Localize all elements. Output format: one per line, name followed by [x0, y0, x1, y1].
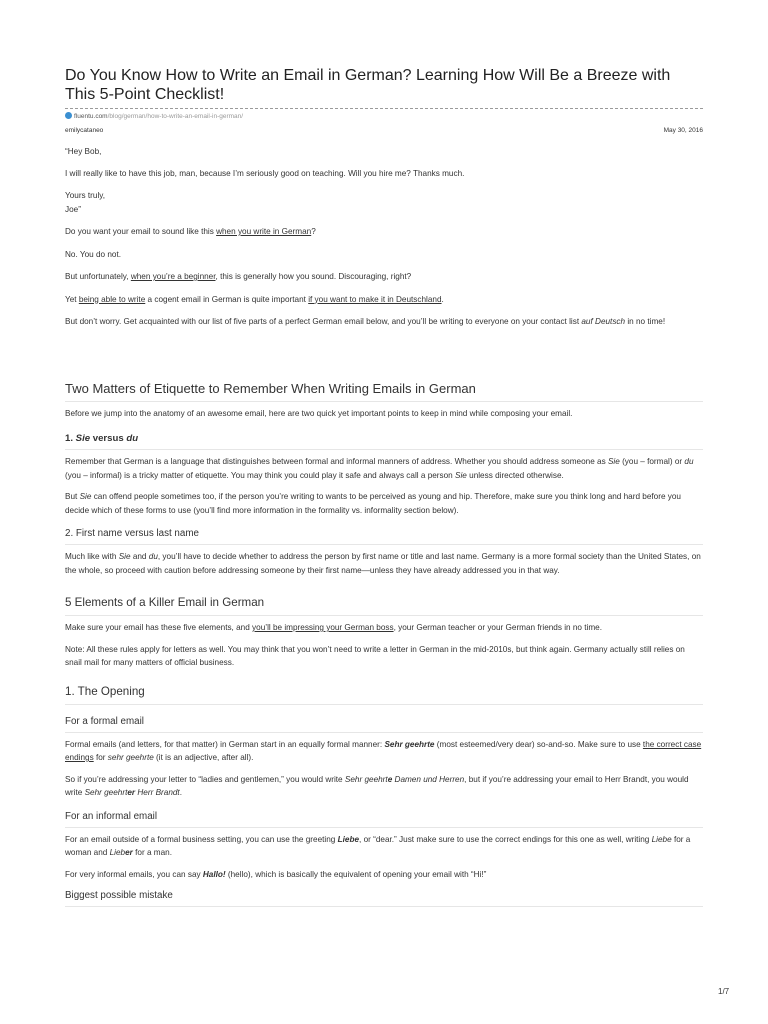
- page-number: 1/7: [718, 987, 730, 996]
- source-path: /blog/german/how-to-write-an-email-in-german/: [107, 113, 244, 120]
- etiquette-intro: Before we jump into the anatomy of an awesome email, here are two quick yet important points to keep in mind while composing your email.: [65, 408, 573, 418]
- section-divider: [65, 704, 703, 705]
- fluentu-logo-icon: [65, 112, 72, 119]
- etiquette-p2: But Sie can offend people sometimes too, if the person you’re writing to wants to be perceived as young and hip. Therefore, make sure you think long and hard before you decide which of these forms to use (you’ll find more information in the formality vs. informality section below).: [65, 492, 681, 515]
- subheading-informal-email: For an informal email: [65, 810, 158, 822]
- subheading-sie-versus-du: 1. Sie versus du: [65, 433, 139, 444]
- intro-no: No. You do not.: [65, 249, 121, 259]
- etiquette-p3: Much like with Sie and du, you’ll have to decide whether to address the person by first name or title and last name. Germany is a more formal society than the United States, on the whole, so proceed with caution before addressing someone by their first name—unless they have already addressed you in that way.: [65, 552, 701, 575]
- subheading-divider: [65, 906, 703, 907]
- link-case-endings[interactable]: the correct case endings: [65, 739, 702, 762]
- letter-greeting: “Hey Bob,: [65, 147, 102, 156]
- section-heading-opening: 1. The Opening: [65, 684, 145, 698]
- section-heading-elements: 5 Elements of a Killer Email in German: [65, 596, 265, 609]
- article-page: [65, 66, 703, 907]
- intro-unfortunately: But unfortunately, when you’re a beginner, this is generally how you sound. Discouraging, right?: [65, 272, 412, 281]
- formal-p1: Formal emails (and letters, for that matter) in German start in an equally formal manner: Sehr geehrte (most esteemed/very dear) so-and-so. Make sure to use the correct case endings for sehr geehrte (it is an adjective, after all).: [65, 739, 702, 762]
- link-able-to-write[interactable]: being able to write: [78, 294, 146, 304]
- section-heading-etiquette: Two Matters of Etiquette to Remember When Writing Emails in German: [65, 380, 476, 396]
- letter-signature: Joe”: [65, 204, 81, 214]
- title-divider: [65, 108, 703, 109]
- letter-closing-line: Yours truly,: [65, 191, 106, 200]
- source-url[interactable]: [65, 112, 703, 121]
- article-title: Do You Know How to Write an Email in German? Learning How Will Be a Breeze with This 5-Point Checklist!: [65, 67, 671, 103]
- formal-p2: So if you’re addressing your letter to “ladies and gentlemen,” you would write Sehr geehrte Damen und Herren, but if you’re addressing your email to Herr Brandt, you would write Sehr geehrter Herr Brandt.: [65, 774, 689, 797]
- link-deutschland[interactable]: if you want to make it in Deutschland: [308, 294, 442, 304]
- subheading-divider: [65, 827, 703, 828]
- section-divider: [65, 401, 703, 402]
- author: emilycataneo: [65, 127, 104, 134]
- subheading-formal-email: For a formal email: [65, 715, 144, 727]
- intro-question: Do you want your email to sound like this when you write in German?: [65, 227, 316, 236]
- subheading-divider: [65, 449, 703, 450]
- elements-intro: Make sure your email has these five elements, and you’ll be impressing your German boss, your German teacher or your German friends in no time.: [65, 623, 602, 632]
- etiquette-p1: Remember that German is a language that distinguishes between formal and informal manners of address. Whether you should address someone as Sie (you – formal) or du (you – informal) is a tricky matter of etiquette. You may think you could play it safe and always call a person Sie unless directed otherwise.: [65, 457, 694, 480]
- article-meta: [65, 126, 703, 135]
- informal-p2: For very informal emails, you can say Hallo! (hello), which is basically the equivalent of opening your email with “Hi!”: [65, 869, 487, 879]
- subheading-divider: [65, 544, 703, 545]
- letter-closing: [65, 189, 703, 216]
- letter-body: I will really like to have this job, man, because I’m seriously good on teaching. Will you hire me? Thanks much.: [65, 168, 465, 178]
- elements-note: Note: All these rules apply for letters as well. You may think that you won’t need to write a letter in German in the mid-2010s, but think again. Germany actually still relies on snail mail for many matters of official business.: [65, 644, 685, 667]
- informal-p1: For an email outside of a formal business setting, you can use the greeting Liebe, or “dear.” Just make sure to use the correct endings for this one as well, writing Liebe for a woman and Lieber for a man.: [65, 834, 691, 857]
- intro-yet: Yet being able to write a cogent email in German is quite important if you want to make it in Deutschland.: [65, 294, 444, 304]
- link-write-in-german[interactable]: when you write in German: [216, 227, 312, 236]
- subheading-biggest-mistake: Biggest possible mistake: [65, 890, 173, 901]
- link-beginner[interactable]: when you’re a beginner: [130, 272, 216, 281]
- link-impressing-boss[interactable]: you’ll be impressing your German boss: [252, 623, 394, 632]
- section-divider: [65, 615, 703, 616]
- subheading-divider: [65, 732, 703, 733]
- source-site: fluentu.com: [74, 113, 108, 120]
- subheading-first-last-name: 2. First name versus last name: [65, 528, 199, 539]
- publish-date: May 30, 2016: [663, 127, 703, 134]
- intro-worry: But don’t worry. Get acquainted with our list of five parts of a perfect German email below, and you’ll be writing to everyone on your contact list auf Deutsch in no time!: [65, 317, 666, 326]
